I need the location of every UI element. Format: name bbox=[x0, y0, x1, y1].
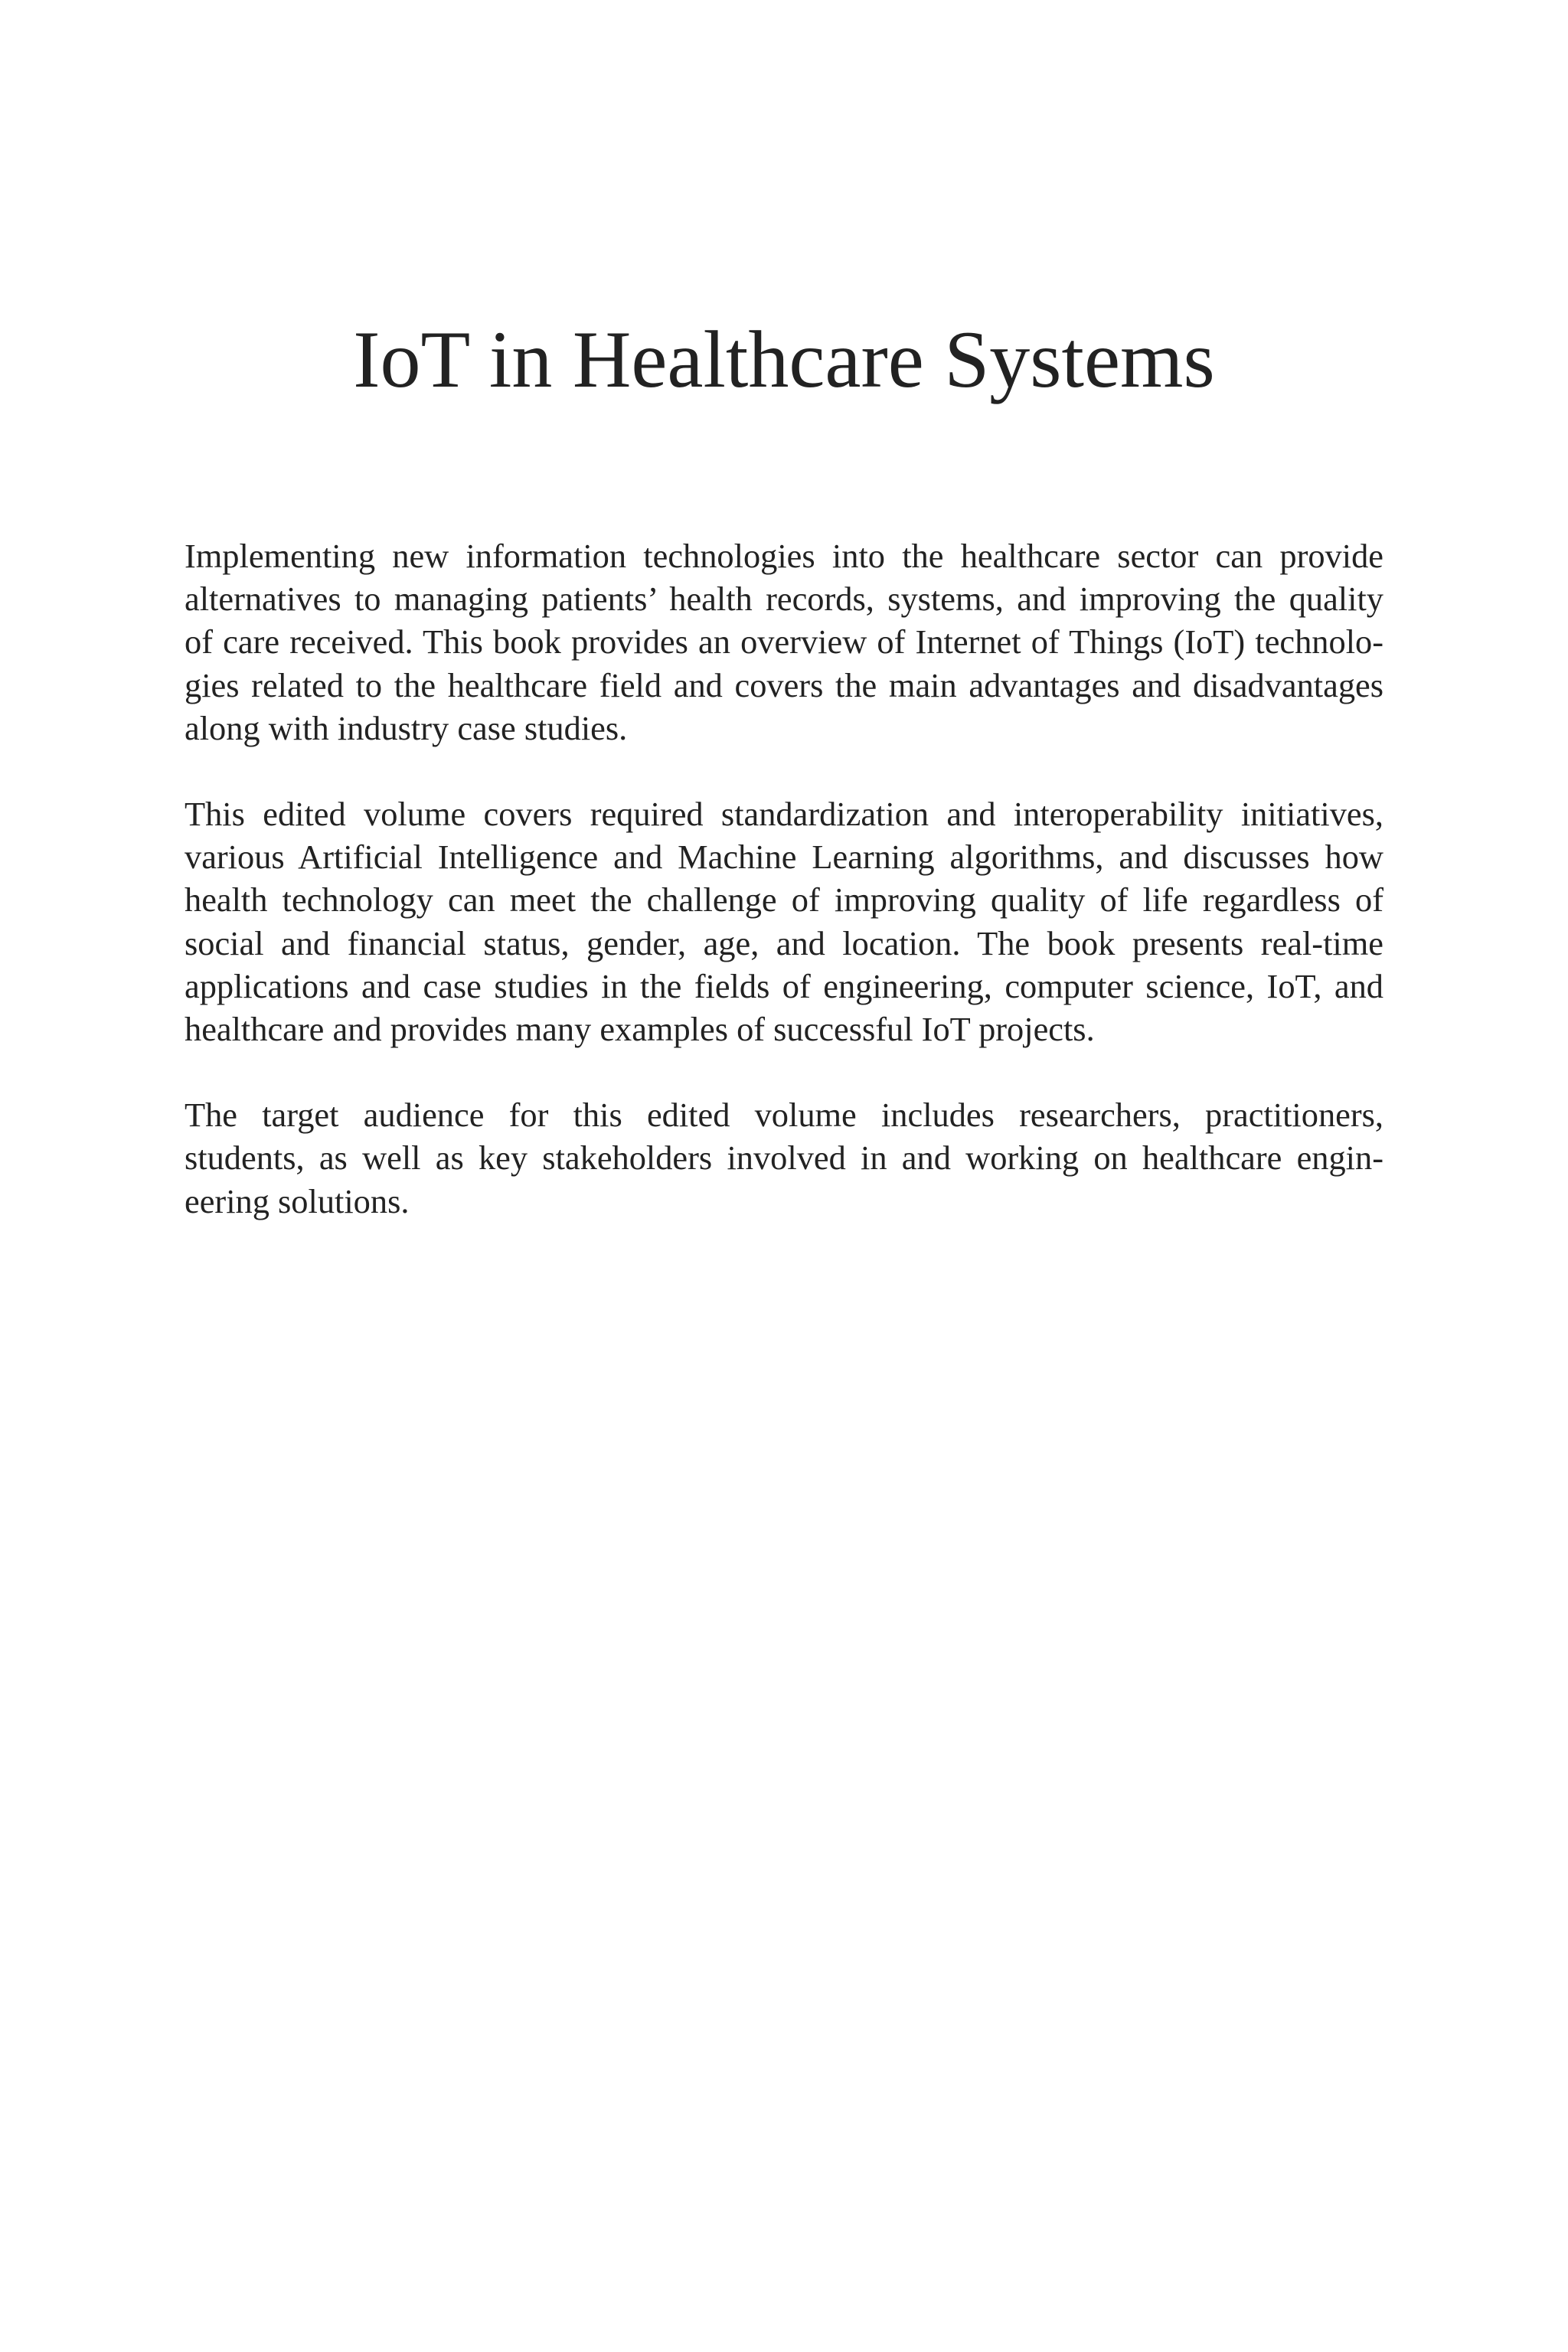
text-line: various Artificial Intelligence and Machine Learning algorithms, and discusses how bbox=[185, 838, 1383, 877]
text-line: students, as well as key stakeholders involved in and working on healthcare engin- bbox=[185, 1138, 1383, 1178]
text-line: gies related to the healthcare field and covers the main advantages and disadvantages bbox=[185, 665, 1383, 704]
description-paragraph-1 bbox=[185, 534, 1383, 750]
text-line: of care received. This book provides an overview of Internet of Things (IoT) technolo- bbox=[185, 622, 1383, 662]
text-line: applications and case studies in the fields of engineering, computer science, IoT, and bbox=[185, 966, 1383, 1005]
description-paragraph-3 bbox=[185, 1093, 1383, 1223]
text-line: alternatives to managing patients’ health records, systems, and improving the quality bbox=[185, 580, 1383, 619]
text-line: health technology can meet the challenge of improving quality of life regardless of bbox=[185, 880, 1383, 920]
text-line: Implementing new information technologies into the healthcare sector can provide bbox=[185, 537, 1383, 575]
text-line: social and financial status, gender, age, and location. The book presents real-time bbox=[185, 923, 1383, 962]
text-line: along with industry case studies. bbox=[185, 708, 628, 747]
text-line: This edited volume covers required standardization and interoperability initiatives, bbox=[185, 795, 1383, 834]
text-line: The target audience for this edited volume includes researchers, practitioners, bbox=[185, 1096, 1383, 1135]
book-title: IoT in Healthcare Systems bbox=[353, 315, 1215, 404]
text-line: healthcare and provides many examples of successful IoT projects. bbox=[185, 1010, 1095, 1049]
book-description bbox=[185, 534, 1383, 1266]
text-line: eering solutions. bbox=[185, 1181, 410, 1220]
description-paragraph-2 bbox=[185, 792, 1383, 1050]
